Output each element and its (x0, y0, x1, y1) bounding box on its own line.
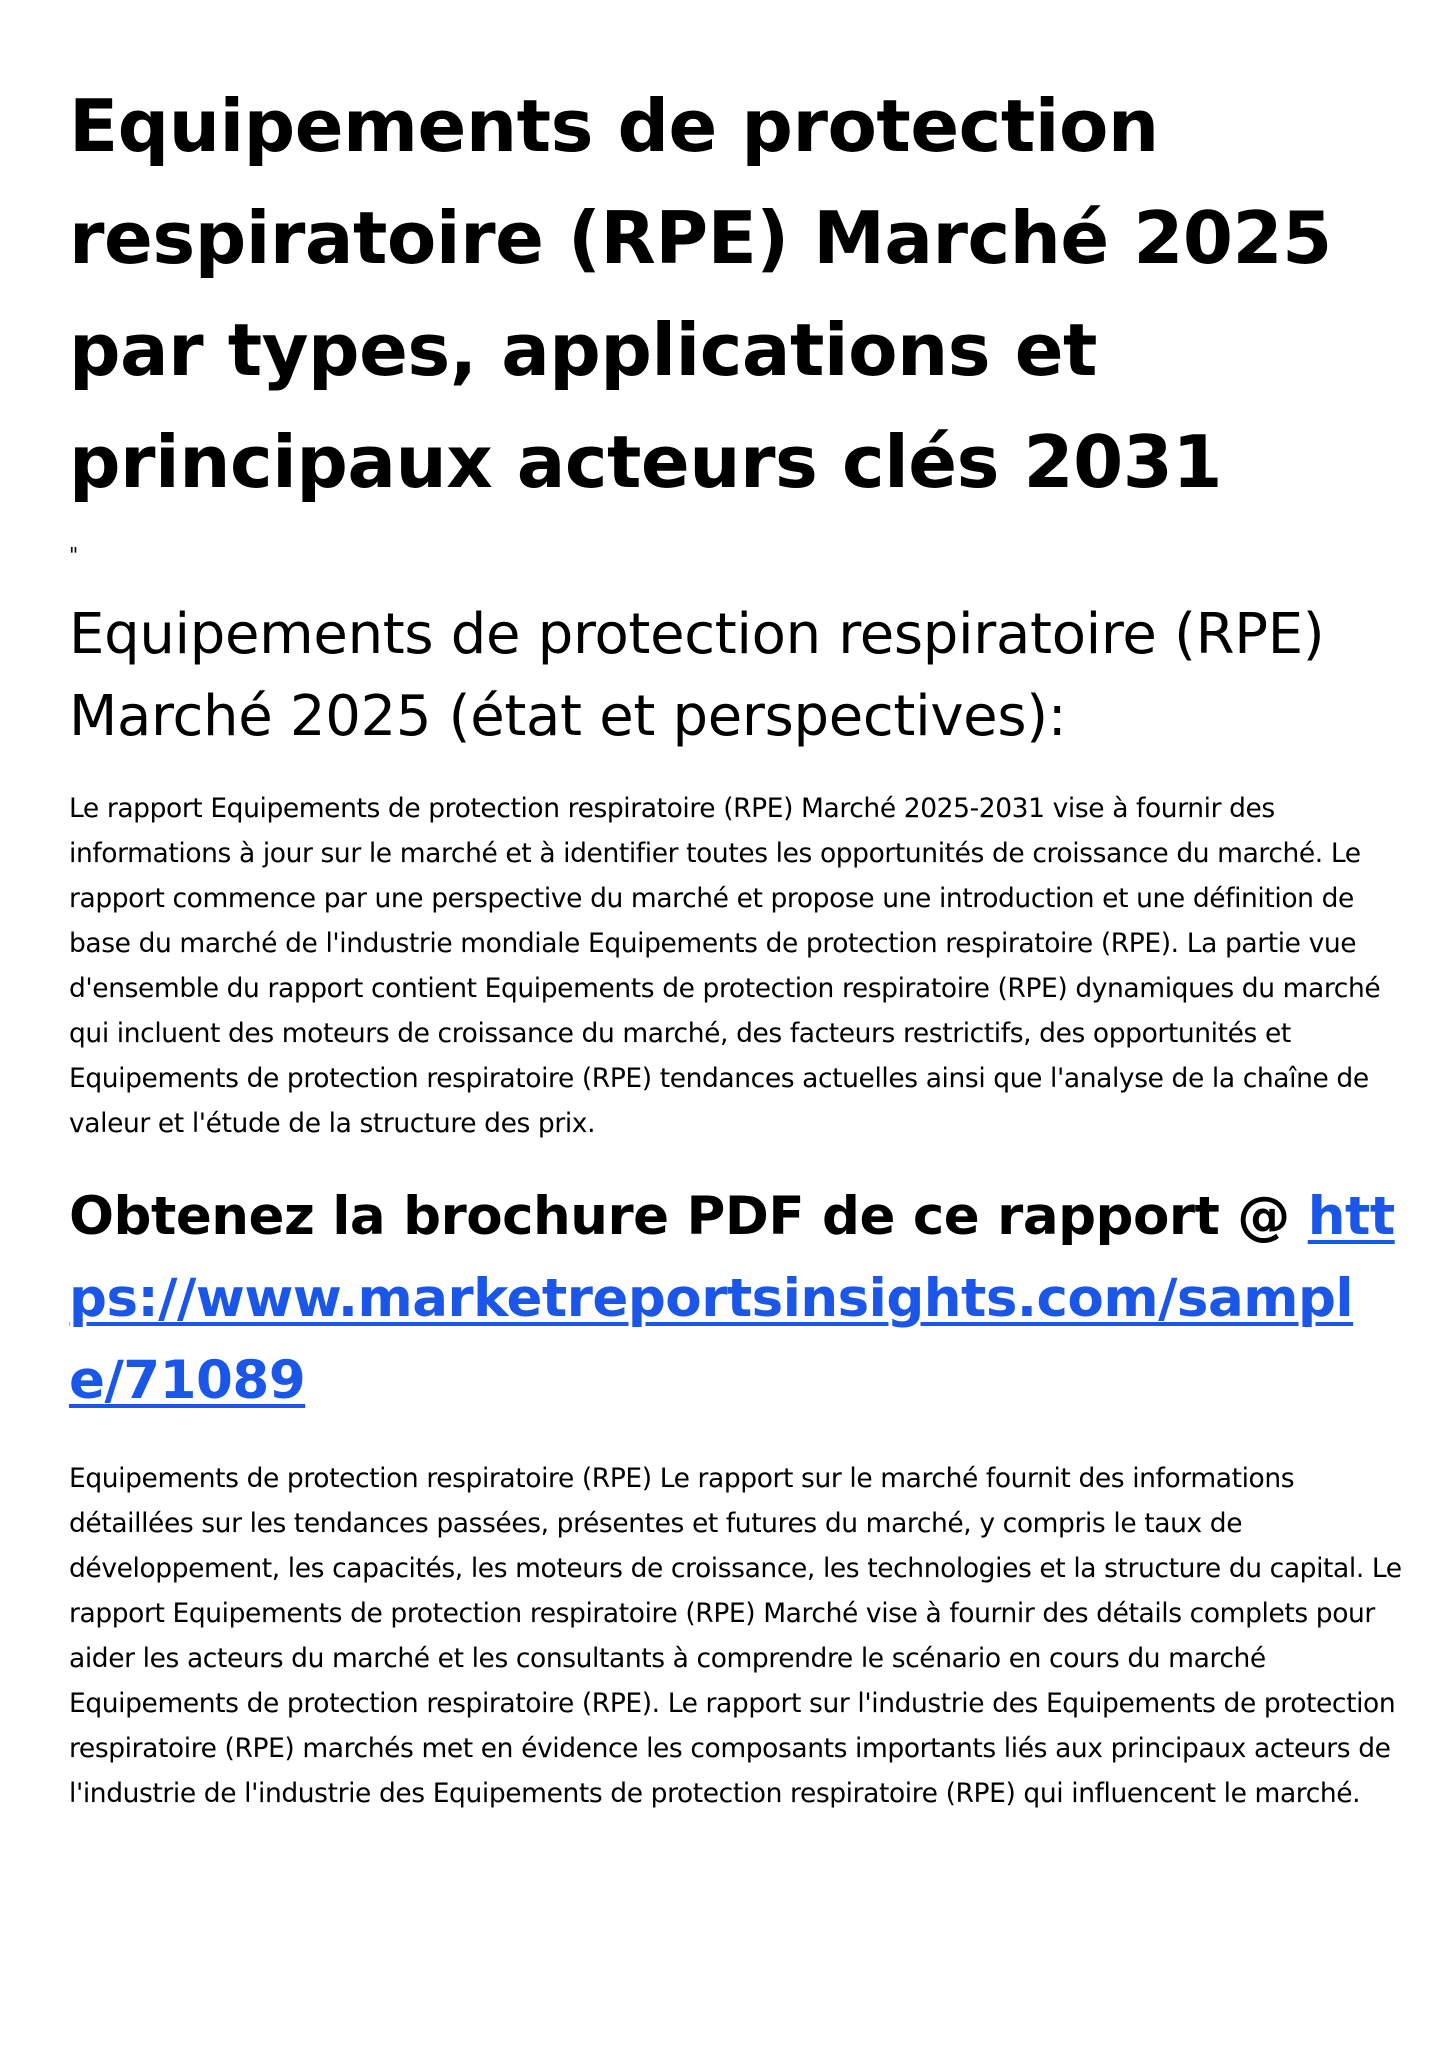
sample-report-link[interactable]: https://www.marketreportsinsights.com/sample/71089 (69, 1186, 1395, 1411)
intro-paragraph: Le rapport Equipements de protection respiratoire (RPE) Marché 2025-2031 vise à fournir des informations à jour sur le marché et à identifier toutes les opportunités de croissance du marché. Le rapport commence par une perspective du marché et propose une introduction et une définition de base du marché de l'industrie mondiale Equipements de protection respiratoire (RPE). La partie vue d'ensemble du rapport contient Equipements de protection respiratoire (RPE) dynamiques du marché qui incluent des moteurs de croissance du marché, des facteurs restrictifs, des opportunités et Equipements de protection respiratoire (RPE) tendances actuelles ainsi que l'analyse de la chaîne de valeur et l'étude de la structure des prix. (69, 793, 1381, 1139)
document-page (69, 70, 1402, 1816)
quote-mark: " (69, 543, 79, 567)
section-heading: Equipements de protection respiratoire (RPE) Marché 2025 (état et perspectives): (69, 602, 1325, 749)
details-paragraph: Equipements de protection respiratoire (RPE) Le rapport sur le marché fournit des informations détaillées sur les tendances passées, présentes et futures du marché, y compris le taux de développement, les capacités, les moteurs de croissance, les technologies et la structure du capital. Le rapport Equipements de protection respiratoire (RPE) Marché vise à fournir des détails complets pour aider les acteurs du marché et les consultants à comprendre le scénario en cours du marché Equipements de protection respiratoire (RPE). Le rapport sur l'industrie des Equipements de protection respiratoire (RPE) marchés met en évidence les composants importants liés aux principaux acteurs de l'industrie de l'industrie des Equipements de protection respiratoire (RPE) qui influencent le marché. (69, 1463, 1402, 1809)
brochure-heading-text: Obtenez la brochure PDF de ce rapport @ (69, 1186, 1308, 1247)
page-title: Equipements de protection respiratoire (RPE) Marché 2025 par types, applications et principaux acteurs clés 2031 (69, 84, 1332, 504)
brochure-heading (69, 1176, 1399, 1422)
